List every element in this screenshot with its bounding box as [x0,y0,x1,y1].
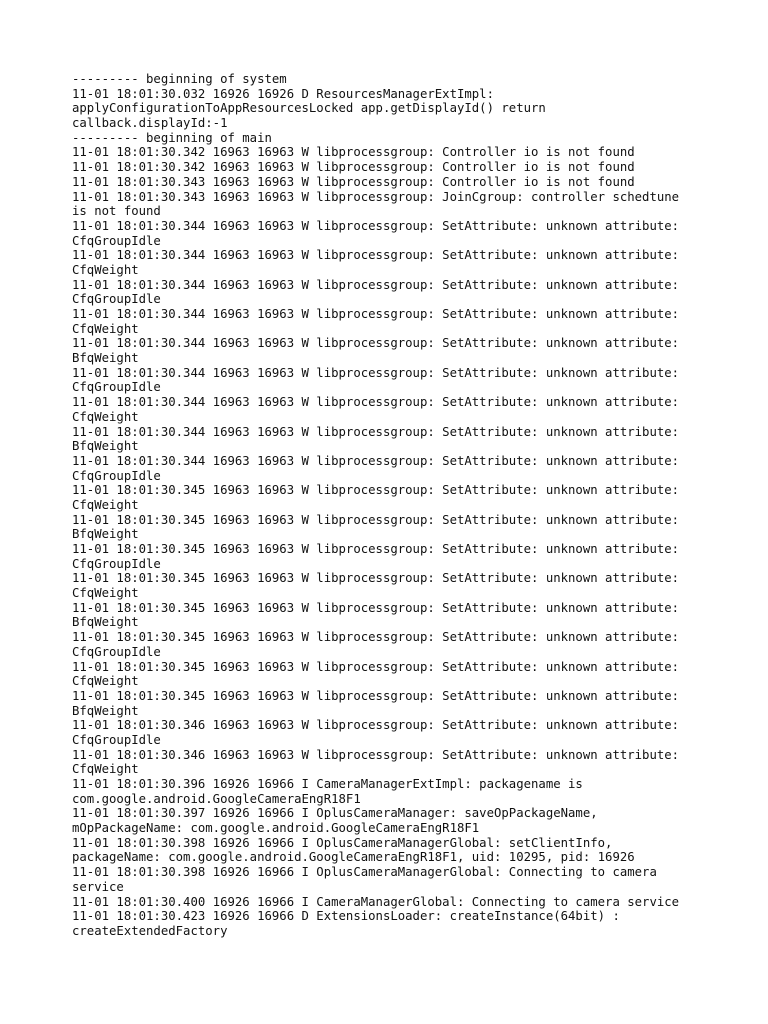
log-line: 11-01 18:01:30.345 16963 16963 W libprocessgroup: SetAttribute: unknown attribute: [72,542,680,556]
log-line: 11-01 18:01:30.345 16963 16963 W libprocessgroup: SetAttribute: unknown attribute: [72,483,680,498]
log-line: 11-01 18:01:30.343 16963 16963 W libprocessgroup: Controller io is not found [72,174,635,189]
log-line: 11-01 18:01:30.345 16963 16963 W libprocessgroup: SetAttribute: unknown attribute: [72,630,680,645]
log-line: CfqWeight [72,674,139,689]
log-line: BfqWeight [72,351,139,366]
log-line: 11-01 18:01:30.398 16926 16966 I OplusCameraManagerGlobal: Connecting to camera [72,865,657,880]
log-line: 11-01 18:01:30.400 16926 16966 I CameraManagerGlobal: Connecting to camera service [72,894,680,909]
log-line: 11-01 18:01:30.345 16963 16963 W libprocessgroup: SetAttribute: unknown attribute: [72,600,680,615]
log-line: CfqWeight [72,262,139,277]
log-line: CfqGroupIdle [72,233,161,248]
log-line: BfqWeight [72,615,139,630]
log-line: 11-01 18:01:30.344 16963 16963 W libprocessgroup: SetAttribute: unknown attribute: [72,365,680,380]
log-line: 11-01 18:01:30.344 16963 16963 W libprocessgroup: SetAttribute: unknown attribute: [72,453,680,468]
log-line: 11-01 18:01:30.345 16963 16963 W libprocessgroup: SetAttribute: unknown attribute: [72,571,680,586]
log-line: BfqWeight [72,439,139,454]
log-line: callback.displayId:-1 [72,116,228,131]
log-line: 11-01 18:01:30.344 16963 16963 W libprocessgroup: SetAttribute: unknown attribute: [72,218,680,233]
log-line: 11-01 18:01:30.346 16963 16963 W libprocessgroup: SetAttribute: unknown attribute: [72,718,680,733]
log-line: BfqWeight [72,527,139,542]
log-line: applyConfigurationToAppResourcesLocked app.getDisplayId() return [72,101,546,116]
log-line: packageName: com.google.android.GoogleCameraEngR18F1, uid: 10295, pid: 16926 [72,850,635,865]
log-line: service [72,879,124,894]
log-line: 11-01 18:01:30.344 16963 16963 W libprocessgroup: SetAttribute: unknown attribute: [72,395,680,410]
log-line: 11-01 18:01:30.344 16963 16963 W libprocessgroup: SetAttribute: unknown attribute: [72,424,680,439]
log-line: --------- beginning of system [72,72,287,86]
log-line: BfqWeight [72,703,139,718]
log-line: 11-01 18:01:30.396 16926 16966 I CameraManagerExtImpl: packagename is [72,777,583,791]
log-line: 11-01 18:01:30.344 16963 16963 W libprocessgroup: SetAttribute: unknown attribute: [72,277,680,292]
log-line: mOpPackageName: com.google.android.GoogleCameraEngR18F1 [72,821,480,836]
log-line: 11-01 18:01:30.342 16963 16963 W libprocessgroup: Controller io is not found [72,160,635,175]
log-line: CfqGroupIdle [72,292,161,307]
log-line: CfqGroupIdle [72,732,161,747]
log-line: --------- beginning of main [72,130,272,145]
log-line: 11-01 18:01:30.032 16926 16926 D ResourcesManagerExtImpl: [72,86,494,101]
log-line: 11-01 18:01:30.397 16926 16966 I OplusCameraManager: saveOpPackageName, [72,806,598,821]
log-line: CfqWeight [72,321,139,336]
log-line: 11-01 18:01:30.345 16963 16963 W libprocessgroup: SetAttribute: unknown attribute: [72,688,680,703]
log-line: CfqWeight [72,586,139,601]
log-line: CfqWeight [72,409,139,424]
log-line: 11-01 18:01:30.345 16963 16963 W libprocessgroup: SetAttribute: unknown attribute: [72,512,680,527]
log-line: 11-01 18:01:30.343 16963 16963 W libprocessgroup: JoinCgroup: controller schedtune [72,189,680,204]
log-line: 11-01 18:01:30.344 16963 16963 W libprocessgroup: SetAttribute: unknown attribute: [72,336,680,351]
log-line: 11-01 18:01:30.344 16963 16963 W libprocessgroup: SetAttribute: unknown attribute: [72,307,680,321]
log-line: 11-01 18:01:30.346 16963 16963 W libprocessgroup: SetAttribute: unknown attribute: [72,747,680,762]
log-line: 11-01 18:01:30.344 16963 16963 W libprocessgroup: SetAttribute: unknown attribute: [72,248,680,263]
log-line: com.google.android.GoogleCameraEngR18F1 [72,791,361,806]
log-line: CfqWeight [72,762,139,777]
log-line: CfqGroupIdle [72,380,161,395]
log-line: CfqGroupIdle [72,556,161,571]
log-line: 11-01 18:01:30.423 16926 16966 D ExtensionsLoader: createInstance(64bit) : [72,909,620,924]
log-line: is not found [72,204,161,219]
log-document [72,72,702,939]
log-line: 11-01 18:01:30.345 16963 16963 W libprocessgroup: SetAttribute: unknown attribute: [72,659,680,674]
log-line: CfqGroupIdle [72,644,161,659]
log-line: 11-01 18:01:30.342 16963 16963 W libprocessgroup: Controller io is not found [72,145,635,160]
log-line: createExtendedFactory [72,923,228,938]
log-line: CfqGroupIdle [72,468,161,483]
log-body [72,72,702,939]
log-line: CfqWeight [72,497,139,512]
log-line: 11-01 18:01:30.398 16926 16966 I OplusCameraManagerGlobal: setClientInfo, [72,835,613,850]
